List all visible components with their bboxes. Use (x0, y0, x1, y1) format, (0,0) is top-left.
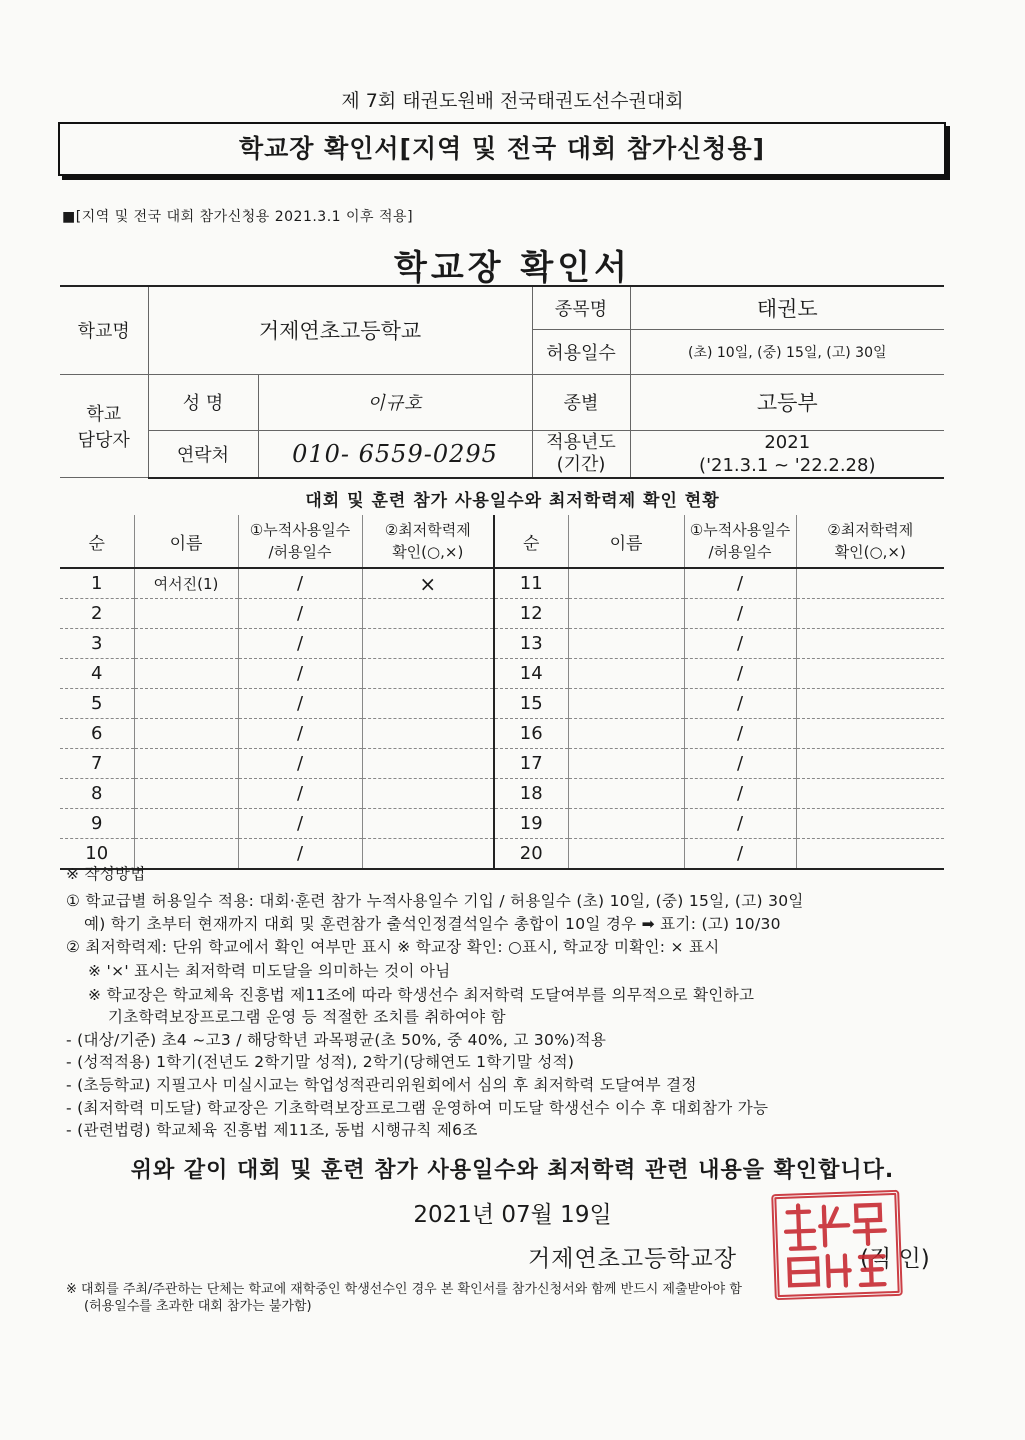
instruction-elementary: - (초등학교) 지필고사 미실시교는 학업성적관리위원회에서 심의 후 최저학력 도달여부 결정 (66, 1076, 697, 1094)
right-no-cell: 12 (494, 599, 568, 629)
left-days-cell: / (238, 719, 362, 749)
right-no-cell: 19 (494, 809, 568, 839)
instruction-2-duty: ※ 학교장은 학교체육 진흥법 제11조에 따라 학생선수 최저학력 도달여부를 의무적으로 확인하고 (88, 986, 755, 1004)
apply-year-label (532, 430, 630, 478)
right-no-cell: 14 (494, 659, 568, 689)
right-name-cell (568, 689, 684, 719)
instruction-1: ① 학교급별 허용일수 적용: 대회·훈련 참가 누적사용일수 기입 / 허용일수 (초) 10일, (중) 15일, (고) 30일 (66, 892, 804, 910)
signature-date: 2021년 07월 19일 (413, 1202, 612, 1228)
right-name-cell (568, 809, 684, 839)
left-name-cell (134, 659, 238, 689)
header-check-right-line2: 확인(○,×) (834, 543, 906, 561)
instruction-2: ② 최저학력제: 단위 학교에서 확인 여부만 표시 ※ 학교장 확인: ○표시, 학교장 미확인: × 표시 (66, 938, 720, 956)
header-days-line2: /허용일수 (268, 543, 332, 561)
right-no-cell: 11 (494, 568, 568, 599)
table-row (60, 719, 944, 749)
instruction-unmet: - (최저학력 미도달) 학교장은 기초학력보장프로그램 운영하여 미도달 학생선수 이수 후 대회참가 가능 (66, 1099, 769, 1117)
left-check-cell (362, 779, 494, 809)
header-check-right-line1: ②최저학력제 (827, 521, 914, 539)
instructions-heading: ※ 작성방법 (66, 865, 146, 883)
header-days-line1: ①누적사용일수 (249, 521, 351, 539)
instruction-2-duty-cont: 기초학력보장프로그램 운영 등 적절한 조치를 취하여야 함 (108, 1008, 506, 1026)
right-no-cell: 17 (494, 749, 568, 779)
right-days-cell: / (684, 629, 796, 659)
instruction-law: - (관련법령) 학교체육 진흥법 제11조, 동법 시행규칙 제6조 (66, 1121, 478, 1139)
right-name-cell (568, 719, 684, 749)
header-check (362, 515, 494, 568)
left-name-cell (134, 779, 238, 809)
right-name-cell (568, 568, 684, 599)
table-row (60, 599, 944, 629)
left-days-cell: / (238, 599, 362, 629)
apply-year: 2021 (764, 431, 811, 453)
right-no-cell: 18 (494, 779, 568, 809)
right-name-cell (568, 749, 684, 779)
manager-label-line1: 학교 (86, 403, 122, 425)
right-name-cell (568, 779, 684, 809)
right-check-cell (796, 749, 944, 779)
school-name-value: 거제연초고등학교 (148, 286, 532, 374)
left-days-cell: / (238, 809, 362, 839)
banner-title: 학교장 확인서[지역 및 전국 대회 참가신청용] (58, 122, 946, 176)
right-days-cell: / (684, 689, 796, 719)
school-seal-stamp (771, 1190, 903, 1300)
right-check-cell (796, 659, 944, 689)
right-days-cell: / (684, 839, 796, 870)
right-days-cell: / (684, 809, 796, 839)
table-row (60, 689, 944, 719)
right-days-cell: / (684, 599, 796, 629)
header-days (238, 515, 362, 568)
footnote-line1: ※ 대회를 주최/주관하는 단체는 학교에 재학중인 학생선수인 경우 본 확인서를 참가신청서와 함께 반드시 제출받아야 함 (66, 1282, 742, 1297)
footnote-line2: (허용일수를 초과한 대회 참가는 불가함) (84, 1299, 312, 1314)
right-days-cell: / (684, 659, 796, 689)
table-row (60, 749, 944, 779)
allowed-days-value: (초) 10일, (중) 15일, (고) 30일 (630, 329, 944, 374)
participation-table (60, 515, 944, 870)
manager-name-label: 성 명 (148, 374, 258, 430)
header-check-line2: 확인(○,×) (392, 543, 464, 561)
seal-mark-label: (직 인) (860, 1246, 930, 1272)
seal-glyphs (776, 1195, 897, 1295)
principal-signature: 거제연초고등학교장 (528, 1246, 737, 1272)
header-check-line1: ②최저학력제 (384, 521, 471, 539)
table-row (60, 779, 944, 809)
right-check-cell (796, 809, 944, 839)
left-days-cell: / (238, 568, 362, 599)
table-row (60, 839, 944, 870)
right-days-cell: / (684, 568, 796, 599)
right-no-cell: 15 (494, 689, 568, 719)
left-name-cell: 여서진(1) (134, 568, 238, 599)
left-check-cell (362, 749, 494, 779)
header-name: 이름 (134, 515, 238, 568)
sport-label: 종목명 (532, 286, 630, 329)
left-check-cell (362, 629, 494, 659)
header-days-right (684, 515, 796, 568)
left-no-cell: 4 (60, 659, 134, 689)
event-title: 제 7회 태권도원배 전국태권도선수권대회 (341, 90, 684, 112)
division-label: 종별 (532, 374, 630, 430)
contact-label: 연락처 (148, 430, 258, 478)
left-name-cell (134, 689, 238, 719)
left-name-cell (134, 719, 238, 749)
instruction-grades: - (성적적용) 1학기(전년도 2학기말 성적), 2학기(당해연도 1학기말 성적) (66, 1053, 575, 1071)
right-name-cell (568, 629, 684, 659)
right-name-cell (568, 839, 684, 870)
left-no-cell: 10 (60, 839, 134, 870)
right-no-cell: 20 (494, 839, 568, 870)
footnote (66, 1281, 742, 1315)
manager-label-line2: 담당자 (77, 429, 130, 451)
apply-year-label-line2: (기간) (556, 453, 606, 475)
left-days-cell: / (238, 779, 362, 809)
right-check-cell (796, 599, 944, 629)
left-name-cell (134, 599, 238, 629)
left-no-cell: 6 (60, 719, 134, 749)
left-days-cell: / (238, 629, 362, 659)
apply-year-label-line1: 적용년도 (546, 431, 616, 453)
left-days-cell: / (238, 839, 362, 870)
left-no-cell: 5 (60, 689, 134, 719)
header-days-right-line2: /허용일수 (708, 543, 772, 561)
contact-value: 010- 6559-0295 (258, 430, 532, 478)
right-no-cell: 13 (494, 629, 568, 659)
applicability-note: ■[지역 및 전국 대회 참가신청용 2021.3.1 이후 적용] (62, 209, 414, 225)
right-days-cell: / (684, 719, 796, 749)
left-check-cell (362, 659, 494, 689)
allowed-days-label: 허용일수 (532, 329, 630, 374)
header-name-right: 이름 (568, 515, 684, 568)
right-no-cell: 16 (494, 719, 568, 749)
right-check-cell (796, 629, 944, 659)
right-name-cell (568, 659, 684, 689)
left-no-cell: 7 (60, 749, 134, 779)
left-no-cell: 9 (60, 809, 134, 839)
left-no-cell: 2 (60, 599, 134, 629)
table-row (60, 568, 944, 599)
school-name-label: 학교명 (60, 286, 148, 374)
left-check-cell (362, 599, 494, 629)
right-check-cell (796, 719, 944, 749)
table-row (60, 629, 944, 659)
left-check-cell (362, 839, 494, 870)
left-check-cell (362, 809, 494, 839)
left-name-cell (134, 629, 238, 659)
header-no: 순 (60, 515, 134, 568)
header-no-right: 순 (494, 515, 568, 568)
instruction-1-example: 예) 학기 초부터 현재까지 대회 및 훈련참가 출석인정결석일수 총합이 10일 경우 ➡ 표기: (고) 10/30 (84, 915, 781, 933)
header-check-right (796, 515, 944, 568)
right-name-cell (568, 599, 684, 629)
table-row (60, 809, 944, 839)
left-name-cell (134, 809, 238, 839)
section-title: 대회 및 훈련 참가 사용일수와 최저학력제 확인 현황 (305, 491, 720, 511)
left-check-cell (362, 689, 494, 719)
right-days-cell: / (684, 779, 796, 809)
right-days-cell: / (684, 749, 796, 779)
left-name-cell (134, 749, 238, 779)
left-days-cell: / (238, 749, 362, 779)
apply-period: ('21.3.1 ~ '22.2.28) (699, 454, 876, 476)
document-title: 학교장 확인서 (394, 248, 631, 288)
division-value: 고등부 (630, 374, 944, 430)
right-check-cell (796, 839, 944, 870)
instruction-target: - (대상/기준) 초4 ~고3 / 해당학년 과목평균(초 50%, 중 40%, 고 30%)적용 (66, 1031, 607, 1049)
confirmation-statement: 위와 같이 대회 및 훈련 참가 사용일수와 최저학력 관련 내용을 확인합니다. (130, 1158, 895, 1183)
table-row (60, 659, 944, 689)
header-days-right-line1: ①누적사용일수 (689, 521, 791, 539)
left-check-cell: × (362, 568, 494, 599)
right-check-cell (796, 568, 944, 599)
left-no-cell: 1 (60, 568, 134, 599)
left-days-cell: / (238, 659, 362, 689)
left-check-cell (362, 719, 494, 749)
sport-value: 태권도 (630, 286, 944, 329)
left-name-cell (134, 839, 238, 870)
apply-year-value (630, 430, 944, 478)
left-no-cell: 8 (60, 779, 134, 809)
left-no-cell: 3 (60, 629, 134, 659)
school-info-table (60, 285, 944, 479)
right-check-cell (796, 689, 944, 719)
manager-name-value: 이규호 (258, 374, 532, 430)
right-check-cell (796, 779, 944, 809)
manager-label (60, 374, 148, 478)
instruction-2-note: ※ '×' 표시는 최저학력 미도달을 의미하는 것이 아님 (88, 962, 451, 980)
left-days-cell: / (238, 689, 362, 719)
